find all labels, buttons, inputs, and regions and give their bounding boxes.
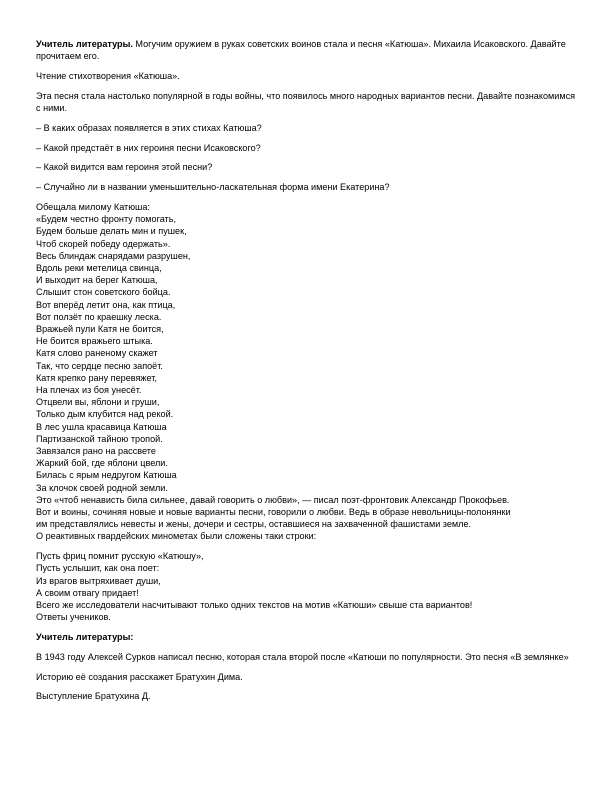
verse-katyusha-mortar — [36, 550, 576, 611]
poem-line: На плечах из боя унесёт. — [36, 385, 142, 396]
verse-line: Из врагов вытряхивает души, — [36, 575, 161, 586]
poem-line: Чтоб скорей победу одержать». — [36, 238, 171, 249]
poem-line: Не боится вражьего штыка. — [36, 336, 153, 347]
after-poem-line: Это «чтоб ненависть била сильнее, давай говорить о любви», — писал поэт-фронтовик Александр Прокофьев. — [36, 494, 510, 505]
poem-line: Вот ползёт по краешку леска. — [36, 311, 162, 322]
mortars-paragraph: О реактивных гвардейских минометах были сложены таки строки: — [36, 531, 317, 542]
teacher-label: Учитель литературы. — [36, 39, 133, 49]
verse-line: Пусть услышит, как она поет: — [36, 563, 160, 574]
poem-line: Жаркий бой, где яблони цвели. — [36, 458, 168, 469]
question-3: – Какой видится вам героиня этой песни? — [36, 162, 213, 173]
verse-line: А своим отвагу придает! — [36, 587, 139, 598]
poem-line: Вот вперёд летит она, как птица, — [36, 299, 176, 310]
poem-line: Только дым клубится над рекой. — [36, 409, 174, 420]
after-poem-line: Вот и воины, сочиняя новые и новые варианты песни, говорили о любви. Ведь в образе невольницы-полонянки — [36, 507, 511, 518]
reading-paragraph: Чтение стихотворения «Катюша». — [36, 71, 180, 81]
poem-line: Вдоль реки метелица свинца, — [36, 263, 162, 273]
question-4: – Случайно ли в названии уменьшительно-ласкательная форма имени Екатерина? — [36, 182, 390, 193]
poem-line: Вражьей пули Катя не боится, — [36, 324, 164, 335]
poem-line: Отцвели вы, яблони и груши, — [36, 397, 160, 408]
poem-line: В лес ушла красавица Катюша — [36, 421, 167, 432]
verse-line: Всего же исследователи насчитывают только одних текстов на мотив «Катюши» свыше ста вариантов! — [36, 600, 473, 611]
poem-line: Обещала милому Катюша: — [36, 201, 150, 212]
poem-line: Так, что сердце песню запоёт. — [36, 360, 163, 371]
after-poem-line: им представлялись невесты и жены, дочери и сестры, оставшиеся на захваченной фашистами земле. — [36, 519, 472, 530]
poem-line: Партизанской тайною тропой. — [36, 433, 163, 444]
poem-line: Билась с ярым недругом Катюша — [36, 470, 177, 481]
poem-line: Катя слово раненому скажет — [36, 348, 158, 359]
poem-line: За клочок своей родной земли. — [36, 482, 168, 493]
teacher-text: Могучим оружием в руках советских воинов стала и песня «Катюша». Михаила Исаковского. Давайте прочитаем его. — [36, 39, 566, 62]
after-poem-block — [36, 494, 576, 531]
verse-line: Пусть фриц помнит русскую «Катюшу», — [36, 551, 204, 562]
poem-line: Весь блиндаж снарядами разрушен, — [36, 250, 191, 261]
history-paragraph: Историю её создания расскажет Братухин Дима. — [36, 671, 243, 682]
teacher-paragraph-1 — [36, 38, 576, 62]
question-1: – В каких образах появляется в этих стихах Катюша? — [36, 122, 262, 133]
teacher-heading-2: Учитель литературы: — [36, 632, 134, 643]
popularity-paragraph: Эта песня стала настолько популярной в годы войны, что появилось много народных вариантов песни. Давайте познакомимся с ними. — [36, 90, 576, 113]
poem-line: Катя крепко рану перевяжет, — [36, 372, 157, 383]
poem-line: «Будем честно фронту помогать, — [36, 214, 176, 225]
poem-line: Слышит стон советского бойца. — [36, 287, 171, 298]
poem-line: Будем больше делать мин и пушек, — [36, 226, 187, 237]
poem-katyusha — [36, 201, 576, 494]
surkov-paragraph: В 1943 году Алексей Сурков написал песню, которая стала второй после «Катюши по популярности. Это песня «В землянке» — [36, 651, 569, 662]
answers-paragraph: Ответы учеников. — [36, 612, 111, 623]
poem-line: И выходит на берег Катюша, — [36, 275, 158, 286]
speech-paragraph: Выступление Братухина Д. — [36, 691, 151, 702]
question-2: – Какой предстаёт в них героиня песни Исаковского? — [36, 142, 261, 153]
poem-line: Завязался рано на рассвете — [36, 446, 156, 457]
